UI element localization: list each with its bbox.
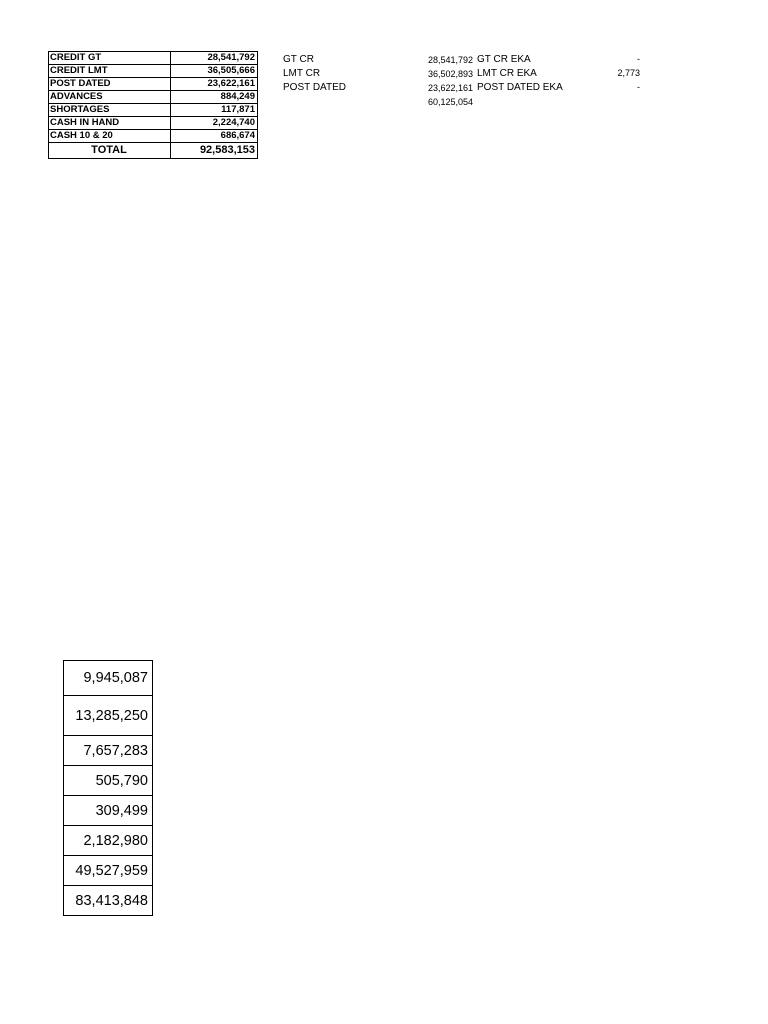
row-value: 884,249 [171,91,258,104]
total-label: TOTAL [49,143,171,159]
comparison-value: 28,541,792 [427,55,473,65]
table-row [64,736,153,766]
table-row [49,91,258,104]
comparison-eka-label: LMT CR EKA [477,68,537,79]
value-cell: 309,499 [64,796,153,826]
row-value: 117,871 [171,104,258,117]
table-row [49,130,258,143]
row-label: POST DATED [49,78,171,91]
table-row [64,661,153,696]
table-row [49,104,258,117]
value-cell: 2,182,980 [64,826,153,856]
row-label: SHORTAGES [49,104,171,117]
row-value: 686,674 [171,130,258,143]
row-label: ADVANCES [49,91,171,104]
comparison-eka-label: POST DATED EKA [477,82,563,93]
value-cell: 9,945,087 [64,661,153,696]
total-row [49,143,258,159]
value-cell: 13,285,250 [64,696,153,736]
row-value: 2,224,740 [171,117,258,130]
comparison-eka-label: GT CR EKA [477,54,531,65]
comparison-label: LMT CR [283,68,321,79]
table-row [64,796,153,826]
comparison-eka-value: - [637,54,640,64]
row-label: CREDIT GT [49,52,171,65]
row-label: CREDIT LMT [49,65,171,78]
table-row [49,65,258,78]
big-values-table [63,660,153,916]
table-row [64,856,153,886]
value-cell: 7,657,283 [64,736,153,766]
comparison-eka-value: - [637,82,640,92]
comparison-eka-value: 2,773 [617,68,640,78]
comparison-label: GT CR [283,54,314,65]
table-row [49,52,258,65]
comparison-subtotal: 60,125,054 [428,97,474,107]
comparison-label: POST DATED [283,82,346,93]
row-value: 23,622,161 [171,78,258,91]
comparison-value: 36,502,893 [427,69,473,79]
row-value: 28,541,792 [171,52,258,65]
table-row [49,78,258,91]
table-row [49,117,258,130]
row-label: CASH 10 & 20 [49,130,171,143]
value-cell: 83,413,848 [64,886,153,916]
table-row [64,696,153,736]
table-row [64,826,153,856]
value-cell: 49,527,959 [64,856,153,886]
table-row [64,886,153,916]
value-cell: 505,790 [64,766,153,796]
row-label: CASH IN HAND [49,117,171,130]
table-row [64,766,153,796]
total-value: 92,583,153 [171,143,258,159]
comparison-value: 23,622,161 [427,83,473,93]
summary-table [48,51,258,159]
row-value: 36,505,666 [171,65,258,78]
